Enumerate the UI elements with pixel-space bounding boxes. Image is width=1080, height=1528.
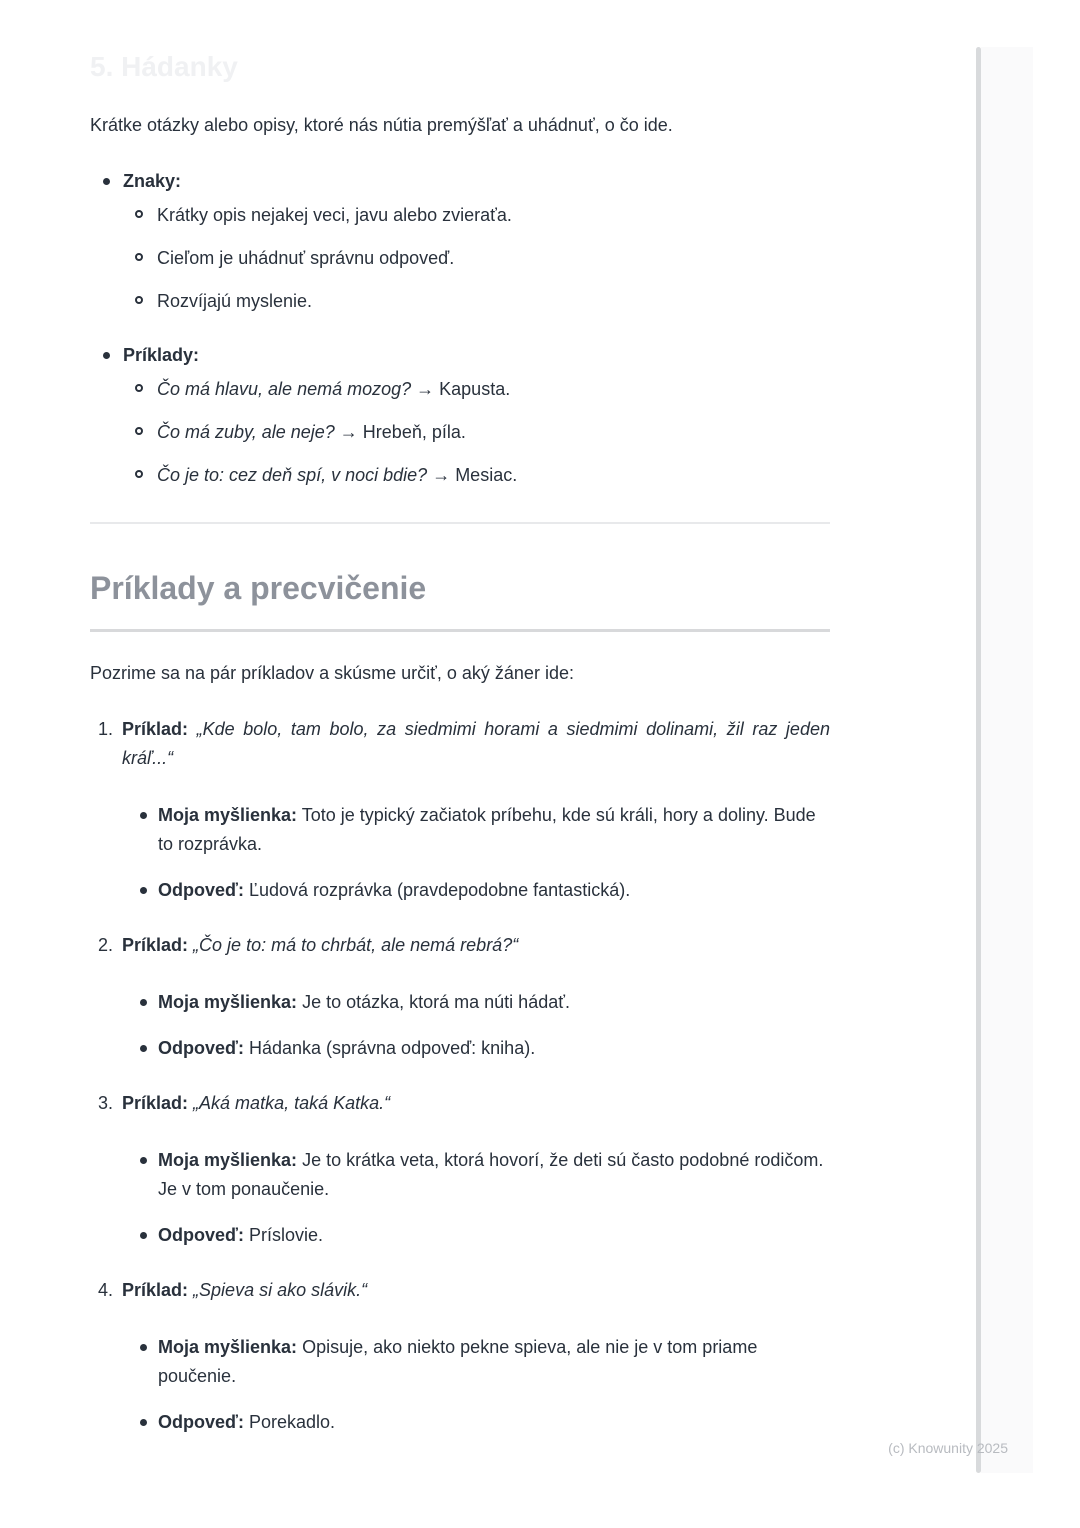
- example-label: Príklad:: [122, 935, 189, 955]
- footer-credit: (c) Knowunity 2025: [888, 1440, 1008, 1456]
- example-label: Príklad:: [122, 719, 189, 739]
- answer-label: Odpoveď:: [158, 880, 244, 900]
- example-line: [90, 1089, 830, 1118]
- example-item: [90, 715, 830, 905]
- answer-label: Odpoveď:: [158, 1225, 244, 1245]
- list-item: [123, 461, 830, 490]
- riddle-question: Čo má zuby, ale neje?: [157, 422, 335, 442]
- list-item-text: Krátky opis nejakej veci, javu alebo zvieraťa.: [157, 205, 512, 225]
- list-item: [123, 418, 830, 447]
- example-sub-list: [90, 801, 830, 905]
- list-item: [123, 375, 830, 404]
- bullet-icon: [140, 1344, 147, 1351]
- bullet-icon: [103, 352, 110, 359]
- circle-bullet-icon: [135, 470, 143, 478]
- heading-underline: [90, 629, 830, 632]
- sub-list: [123, 375, 830, 490]
- bullet-list: [90, 167, 830, 490]
- thought-text: Opisuje, ako niekto pekne spieva, ale nie je v tom priame poučenie.: [158, 1337, 758, 1386]
- example-number: 2.: [98, 935, 114, 955]
- thought-label: Moja myšlienka:: [158, 805, 298, 825]
- answer-item: [90, 1408, 830, 1437]
- example-sub-list: [90, 1146, 830, 1250]
- circle-bullet-icon: [135, 296, 143, 304]
- thought-text: Je to otázka, ktorá ma núti hádať.: [302, 992, 570, 1012]
- thought-text: Je to krátka veta, ktorá hovorí, že deti sú často podobné rodičom. Je v tom ponaučenie.: [158, 1150, 824, 1199]
- bullet-icon: [140, 1157, 147, 1164]
- list-item: [123, 287, 830, 316]
- example-line: [90, 715, 830, 773]
- bullet-icon: [140, 812, 147, 819]
- bullet-icon: [103, 178, 110, 185]
- list-item-text: Cieľom je uhádnuť správnu odpoveď.: [157, 248, 455, 268]
- section-divider: [90, 522, 830, 524]
- list-item-text: Rozvíjajú myslenie.: [157, 291, 313, 311]
- example-quote: „Aká matka, taká Katka.“: [193, 1093, 391, 1113]
- answer-text: Hádanka (správna odpoveď: kniha).: [248, 1038, 536, 1058]
- list-item: [123, 201, 830, 230]
- example-sub-list: [90, 988, 830, 1063]
- riddle-answer: → Mesiac.: [432, 465, 518, 485]
- circle-bullet-icon: [135, 210, 143, 218]
- list-item: [123, 244, 830, 273]
- example-quote: „Spieva si ako slávik.“: [193, 1280, 368, 1300]
- answer-label: Odpoveď:: [158, 1412, 244, 1432]
- circle-bullet-icon: [135, 427, 143, 435]
- list-item-label: Príklady:: [123, 345, 200, 365]
- document-content: [90, 0, 830, 1437]
- circle-bullet-icon: [135, 384, 143, 392]
- bullet-icon: [140, 1045, 147, 1052]
- example-number: 3.: [98, 1093, 114, 1113]
- example-quote: „Kde bolo, tam bolo, za siedmimi horami a siedmimi dolinami, žil raz jeden kráľ...“: [122, 719, 830, 768]
- thought-item: [90, 988, 830, 1017]
- section-heading: Príklady a precvičenie: [90, 570, 427, 606]
- example-line: [90, 1276, 830, 1305]
- answer-label: Odpoveď:: [158, 1038, 244, 1058]
- bullet-icon: [140, 887, 147, 894]
- riddle-question: Čo je to: cez deň spí, v noci bdie?: [157, 465, 428, 485]
- example-label: Príklad:: [122, 1280, 189, 1300]
- example-item: [90, 1089, 830, 1250]
- faded-section-heading: 5. Hádanky: [90, 51, 238, 82]
- example-label: Príklad:: [122, 1093, 189, 1113]
- example-number: 4.: [98, 1280, 114, 1300]
- list-item-label: Znaky:: [123, 171, 182, 191]
- riddle-answer: → Kapusta.: [416, 379, 511, 399]
- section-intro-paragraph: Pozrime sa na pár príkladov a skúsme určiť, o aký žáner ide:: [90, 663, 574, 683]
- bullet-icon: [140, 1232, 147, 1239]
- thought-item: [90, 1333, 830, 1391]
- example-item: [90, 1276, 830, 1437]
- thought-item: [90, 801, 830, 859]
- bullet-icon: [140, 999, 147, 1006]
- thought-text: Toto je typický začiatok príbehu, kde sú králi, hory a doliny. Bude to rozprávka.: [158, 805, 816, 854]
- thought-label: Moja myšlienka:: [158, 1150, 298, 1170]
- answer-text: Ľudová rozprávka (pravdepodobne fantastická).: [248, 880, 631, 900]
- sub-list: [123, 201, 830, 316]
- scrollbar-thumb[interactable]: [976, 47, 981, 1473]
- answer-text: Porekadlo.: [248, 1412, 336, 1432]
- riddle-question: Čo má hlavu, ale nemá mozog?: [157, 379, 412, 399]
- list-item-priklady: [90, 341, 830, 490]
- riddle-answer: → Hrebeň, píla.: [339, 422, 466, 442]
- scrollbar-track: [981, 47, 1033, 1473]
- intro-paragraph: Krátke otázky alebo opisy, ktoré nás nútia premýšľať a uhádnuť, o čo ide.: [90, 115, 673, 135]
- circle-bullet-icon: [135, 253, 143, 261]
- answer-item: [90, 876, 830, 905]
- list-item-znaky: [90, 167, 830, 316]
- bullet-icon: [140, 1419, 147, 1426]
- answer-item: [90, 1221, 830, 1250]
- example-sub-list: [90, 1333, 830, 1437]
- answer-item: [90, 1034, 830, 1063]
- example-number: 1.: [98, 719, 114, 739]
- examples-list: [90, 715, 830, 1437]
- thought-label: Moja myšlienka:: [158, 1337, 298, 1357]
- thought-item: [90, 1146, 830, 1204]
- answer-text: Príslovie.: [248, 1225, 323, 1245]
- example-item: [90, 931, 830, 1063]
- example-quote: „Čo je to: má to chrbát, ale nemá rebrá?“: [193, 935, 519, 955]
- thought-label: Moja myšlienka:: [158, 992, 298, 1012]
- example-line: [90, 931, 830, 960]
